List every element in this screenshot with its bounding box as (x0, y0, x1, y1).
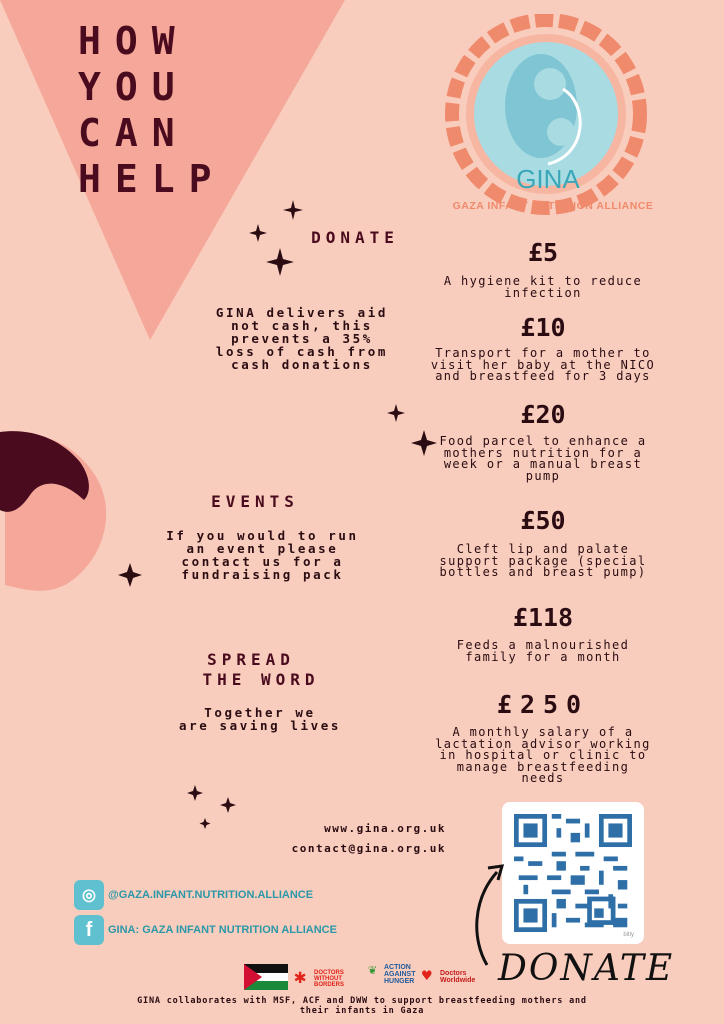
tier-desc: Transport for a mother to visit her baby at the NICO and breastfeed for 3 days (430, 346, 656, 383)
tier-price: £10 (520, 313, 566, 342)
title-line: CAN (78, 111, 189, 155)
acf-logo (368, 962, 422, 992)
sparkle-8 (220, 797, 236, 813)
tier-price: £50 (520, 506, 566, 535)
msf-logo (294, 964, 364, 990)
tier-price: £20 (520, 400, 566, 429)
logo-short-name: GINA (516, 164, 580, 194)
qr-code (514, 814, 632, 932)
facebook-page[interactable]: GINA: GAZA INFANT NUTRITION ALLIANCE (108, 924, 337, 936)
sparkle-1 (283, 200, 303, 220)
spread-heading-line1: SPREAD (207, 650, 295, 669)
events-body: If you would to run an event please contact us for a fundraising pack (166, 528, 359, 582)
events-heading: EVENTS (211, 492, 299, 511)
page-title (78, 18, 226, 202)
spread-body: Together we are saving lives (178, 705, 341, 733)
donate-body: GINA delivers aid not cash, this prevents a 35% loss of cash from cash donations (215, 305, 389, 372)
palestine-flag-icon (244, 964, 288, 990)
spread-heading-line2: THE WORD (202, 670, 320, 689)
qr-caption: bitly (623, 932, 634, 938)
tier-desc: A hygiene kit to reduce infection (443, 274, 643, 300)
title-line: YOU (78, 65, 189, 109)
tier-desc: A monthly salary of a lactation advisor working in hospital or clinic to manage breastfeeding needs (435, 725, 651, 785)
instagram-handle[interactable]: @GAZA.INFANT.NUTRITION.ALLIANCE (108, 889, 314, 901)
title-line: HOW (78, 19, 189, 63)
tier-price: £250 (496, 690, 590, 719)
sparkle-4 (387, 404, 405, 422)
msf-label: DOCTORS WITHOUT BORDERS (314, 970, 345, 988)
website-link[interactable]: www.gina.org.uk (324, 822, 446, 835)
sparkle-6 (118, 563, 142, 587)
acf-leaf-icon: ❦ (368, 962, 377, 978)
sparkle-3 (266, 248, 294, 276)
instagram-icon[interactable]: ◎ (74, 880, 104, 910)
heart-shape (0, 431, 106, 591)
sparkle-2 (249, 224, 267, 242)
tier-desc: Food parcel to enhance a mothers nutrition for a week or a manual breast pump (439, 434, 647, 483)
facebook-icon[interactable]: f (74, 915, 104, 945)
dww-heart-icon: ♥ (422, 966, 432, 985)
gina-logo (438, 14, 658, 224)
tier-desc: Cleft lip and palate support package (special bottles and breast pump) (439, 542, 647, 579)
donate-heading: DONATE (311, 228, 399, 247)
sparkle-7 (187, 785, 203, 801)
sparkle-9 (200, 818, 211, 829)
dww-label: Doctors Worldwide (440, 970, 476, 984)
tier-price: £118 (512, 603, 574, 632)
donate-script-label: DONATE (498, 948, 675, 989)
dww-logo (422, 966, 482, 990)
acf-label: ACTION AGAINST HUNGER (384, 964, 416, 985)
logo-full-name: GAZA INFANT NUTRITION ALLIANCE (452, 200, 654, 212)
footer-text: GINA collaborates with MSF, ACF and DWW to support breastfeeding mothers and their infants in Gaza (137, 996, 587, 1016)
tier-price: £5 (527, 238, 559, 267)
email-link[interactable]: contact@gina.org.uk (291, 842, 446, 855)
tier-desc: Feeds a malnourished family for a month (456, 638, 630, 664)
qr-code-card[interactable] (502, 802, 644, 944)
title-line: HELP (78, 157, 226, 201)
msf-figure-icon: ✱ (294, 964, 307, 988)
